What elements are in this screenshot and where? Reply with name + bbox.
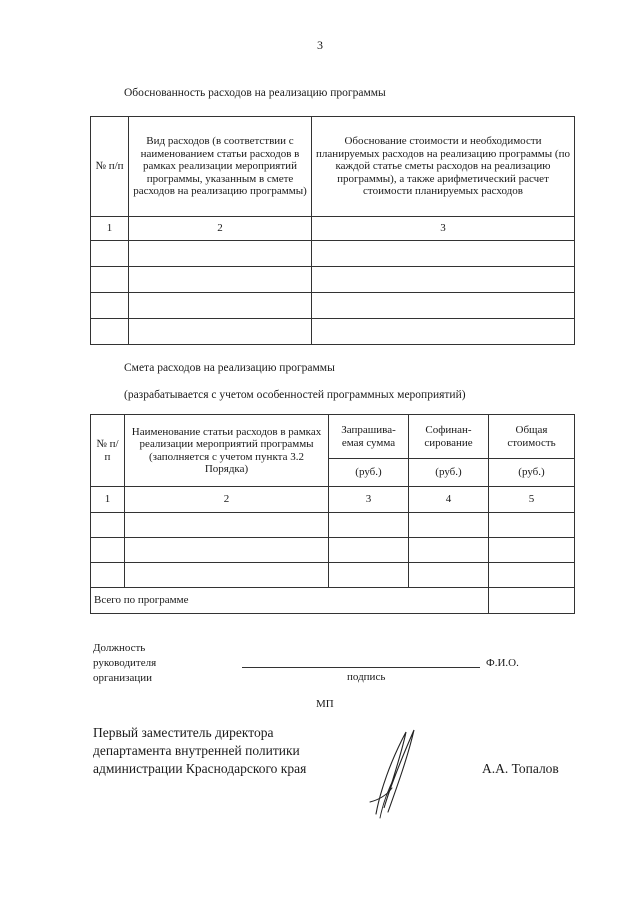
col-number-2: 2 <box>125 487 329 513</box>
table-row <box>91 563 575 588</box>
table-number-row <box>91 217 575 241</box>
approval-line-3: администрации Краснодарского края <box>93 761 307 776</box>
section1-title: Обоснованность расходов на реализацию программы <box>124 87 386 99</box>
table-header-row <box>91 117 575 217</box>
approval-line-1: Первый заместитель директора <box>93 725 274 740</box>
handwritten-signature <box>362 722 424 822</box>
col-number-5: 5 <box>489 487 575 513</box>
header-item-name: Наименование статьи расходов в рамках реализации мероприятий программы (заполняется с учетом пункта 3.2 Порядка) <box>125 415 329 487</box>
unit-requested: (руб.) <box>329 459 409 487</box>
unit-total: (руб.) <box>489 459 575 487</box>
signature-line <box>242 667 480 668</box>
signatory-name: А.А. Топалов <box>482 761 559 776</box>
table-row <box>91 241 575 267</box>
total-label: Всего по программе <box>91 588 489 614</box>
stamp-label: МП <box>316 698 334 710</box>
col-number-3: 3 <box>329 487 409 513</box>
table-row <box>91 319 575 345</box>
header-num: № п/п <box>91 415 125 487</box>
table-header-row <box>91 415 575 459</box>
table-row <box>91 267 575 293</box>
total-row <box>91 588 575 614</box>
col-number-2: 2 <box>129 217 312 241</box>
fio-label: Ф.И.О. <box>486 657 519 669</box>
position-label: Должность руководителя организации <box>93 642 157 684</box>
header-cofinancing: Софинан-сирование <box>409 415 489 459</box>
header-expense-type: Вид расходов (в соответствии с наименованием статьи расходов в рамках реализации мероприятий программы, указанным в смете расходов на реализацию программы) <box>129 117 312 217</box>
header-justification: Обоснование стоимости и необходимости планируемых расходов на реализацию программы (по каждой статье сметы расходов на реализацию программы), а также арифметический расчет стоимости планируемых расходов <box>312 117 575 217</box>
table-row <box>91 513 575 538</box>
approval-line-2: департамента внутренней политики <box>93 743 300 758</box>
page-number: 3 <box>317 38 323 52</box>
table-number-row <box>91 487 575 513</box>
section2-subtitle: (разрабатывается с учетом особенностей программных мероприятий) <box>124 389 466 401</box>
table-row <box>91 538 575 563</box>
col-number-4: 4 <box>409 487 489 513</box>
signature-caption: подпись <box>347 671 386 683</box>
header-total: Общая стоимость <box>489 415 575 459</box>
budget-table <box>90 414 575 614</box>
header-num: № п/п <box>91 117 129 217</box>
header-requested: Запрашива-емая сумма <box>329 415 409 459</box>
col-number-3: 3 <box>312 217 575 241</box>
approval-block <box>93 724 306 778</box>
expense-justification-table <box>90 116 575 345</box>
col-number-1: 1 <box>91 217 129 241</box>
unit-cofinancing: (руб.) <box>409 459 489 487</box>
section2-title: Смета расходов на реализацию программы <box>124 362 335 374</box>
table-row <box>91 293 575 319</box>
col-number-1: 1 <box>91 487 125 513</box>
